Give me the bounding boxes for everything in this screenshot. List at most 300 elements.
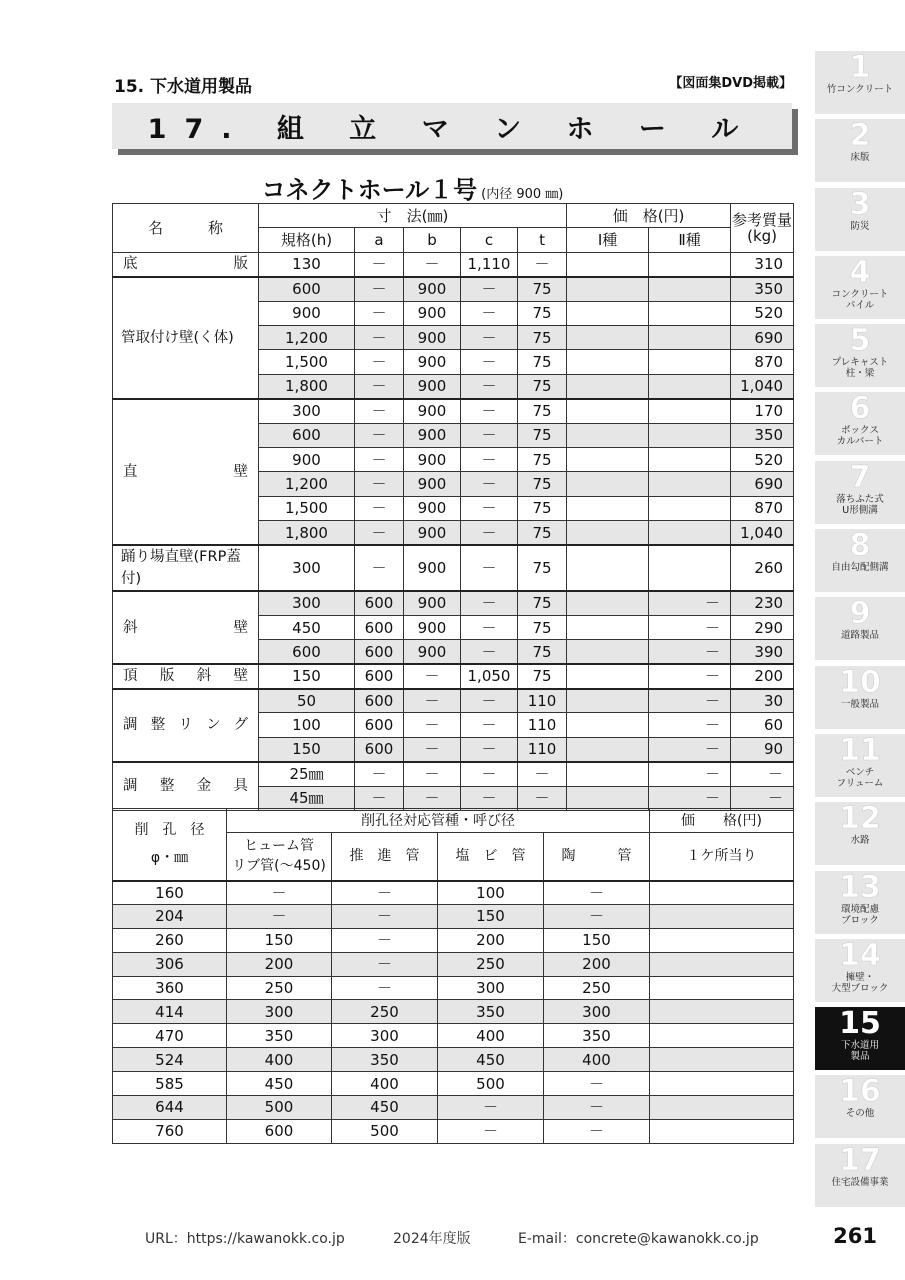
- table-cell: －: [355, 374, 404, 398]
- table-cell: 400: [227, 1048, 332, 1072]
- table-cell: －: [355, 762, 404, 786]
- row-group-name: 底版: [113, 252, 259, 276]
- table-cell: 900: [259, 447, 355, 471]
- table-cell: －: [649, 762, 731, 786]
- table-cell: 1,050: [461, 664, 518, 688]
- col-spec: 規格(h): [259, 228, 355, 252]
- table-cell: 75: [518, 496, 567, 520]
- table-cell: [649, 350, 731, 374]
- table-cell: 900: [404, 350, 461, 374]
- table-cell: 1,500: [259, 350, 355, 374]
- table-cell: －: [461, 713, 518, 737]
- sidebar-tab-label: 防災: [850, 220, 870, 232]
- table-cell: 75: [518, 277, 567, 301]
- table-cell: 150: [544, 928, 650, 952]
- sidebar-tab-15[interactable]: [815, 1007, 905, 1070]
- col-hume: [227, 833, 332, 881]
- sidebar-tab-number: 6: [849, 391, 871, 427]
- table-cell: 100: [438, 881, 544, 905]
- table-cell: －: [518, 762, 567, 786]
- table-cell: 900: [404, 277, 461, 301]
- sidebar-tab-number: 12: [839, 801, 881, 837]
- table-cell: [567, 423, 649, 447]
- table-cell: 110: [518, 713, 567, 737]
- table-cell: 600: [355, 737, 404, 761]
- table-cell: －: [404, 737, 461, 761]
- sidebar-tab-label: 水路: [850, 835, 870, 847]
- table-cell: 1,200: [259, 325, 355, 349]
- table-cell: －: [649, 615, 731, 639]
- table-cell: [650, 976, 794, 1000]
- table-cell: 600: [259, 640, 355, 664]
- table-cell: 900: [404, 545, 461, 591]
- table-cell: 170: [731, 399, 794, 423]
- sidebar-tab-number: 1: [849, 50, 871, 85]
- sidebar-tab-9[interactable]: [815, 597, 905, 660]
- table-cell: [650, 928, 794, 952]
- table-cell: 75: [518, 545, 567, 591]
- sidebar-tab-label: プレキャスト 柱・梁: [831, 357, 889, 380]
- table-row: [113, 1072, 794, 1096]
- table-cell: [649, 472, 731, 496]
- bore-table-body: [113, 881, 794, 1144]
- table-cell: 90: [731, 737, 794, 761]
- table-cell: [649, 374, 731, 398]
- sidebar-tab-11[interactable]: [815, 734, 905, 797]
- table-cell: －: [404, 762, 461, 786]
- table-cell: 644: [113, 1096, 227, 1120]
- sidebar-tab-6[interactable]: [815, 392, 905, 455]
- sidebar-tab-3[interactable]: [815, 188, 905, 251]
- table-cell: [649, 399, 731, 423]
- table-cell: 230: [731, 591, 794, 615]
- table-cell: 900: [404, 521, 461, 545]
- table-cell: －: [227, 881, 332, 905]
- sidebar-tab-number: 10: [839, 664, 881, 700]
- table-cell: －: [332, 976, 438, 1000]
- col-b: b: [404, 228, 461, 252]
- table-cell: 250: [227, 976, 332, 1000]
- table-cell: 310: [731, 252, 794, 276]
- sidebar-tab-12[interactable]: [815, 802, 905, 865]
- table-cell: 75: [518, 423, 567, 447]
- table-cell: －: [404, 786, 461, 810]
- sidebar-tab-label: 下水道用 製品: [840, 1040, 879, 1063]
- row-group-name: 調整金具: [113, 762, 259, 811]
- col-per-place: １ケ所当り: [650, 833, 794, 881]
- table-cell: －: [332, 952, 438, 976]
- table-cell: 25㎜: [259, 762, 355, 786]
- table-cell: －: [544, 1072, 650, 1096]
- table-cell: －: [461, 472, 518, 496]
- table-cell: 500: [227, 1096, 332, 1120]
- table-cell: [567, 664, 649, 688]
- table-cell: 470: [113, 1024, 227, 1048]
- table-cell: 600: [355, 713, 404, 737]
- table-cell: [567, 325, 649, 349]
- sidebar-tab-number: 14: [839, 937, 881, 973]
- table-cell: 900: [404, 496, 461, 520]
- table-cell: 870: [731, 496, 794, 520]
- sidebar-tab-label: 床版: [850, 152, 870, 164]
- col-jacking: 推 進 管: [332, 833, 438, 881]
- table-cell: [567, 374, 649, 398]
- table-cell: [649, 325, 731, 349]
- sidebar-tab-number: 15: [839, 1006, 881, 1042]
- table-cell: [567, 689, 649, 713]
- table-cell: 900: [404, 399, 461, 423]
- table-row: [113, 1048, 794, 1072]
- table-cell: [567, 737, 649, 761]
- table-cell: [650, 1024, 794, 1048]
- category-sidebar: [815, 51, 905, 1212]
- sidebar-tab-13[interactable]: [815, 871, 905, 934]
- table-cell: 300: [544, 1000, 650, 1024]
- table-cell: 75: [518, 615, 567, 639]
- table-cell: －: [355, 472, 404, 496]
- table-cell: －: [404, 713, 461, 737]
- table-cell: [567, 545, 649, 591]
- table-cell: －: [649, 713, 731, 737]
- col-name: 名 称: [113, 204, 259, 253]
- table-cell: －: [332, 881, 438, 905]
- row-group-name: 直壁: [113, 399, 259, 545]
- table-cell: 600: [227, 1119, 332, 1143]
- table-cell: －: [649, 689, 731, 713]
- page-title: 17. 組 立 マ ン ホ ー ル: [147, 113, 757, 145]
- table-cell: 350: [544, 1024, 650, 1048]
- table-cell: 600: [259, 277, 355, 301]
- table-cell: 400: [438, 1024, 544, 1048]
- sidebar-tab-7[interactable]: [815, 461, 905, 524]
- col-mass: 参考質量(kg): [731, 204, 794, 253]
- table-cell: [567, 301, 649, 325]
- table-row: [113, 664, 794, 688]
- page-title-box: [112, 103, 792, 149]
- footer-url[interactable]: URL：https://kawanokk.co.jp: [145, 1231, 345, 1247]
- table-cell: 45㎜: [259, 786, 355, 810]
- sidebar-tab-label: 落ちふた式 U形側溝: [836, 493, 884, 516]
- table-cell: 75: [518, 350, 567, 374]
- table-cell: [567, 399, 649, 423]
- table-cell: －: [355, 301, 404, 325]
- table-cell: [567, 762, 649, 786]
- table-row: [113, 952, 794, 976]
- table-cell: 160: [113, 881, 227, 905]
- spec-table: [112, 203, 794, 811]
- table-cell: 50: [259, 689, 355, 713]
- table-cell: －: [649, 591, 731, 615]
- table-row: [113, 277, 794, 301]
- table-cell: [567, 350, 649, 374]
- sidebar-tab-label: 竹コンクリート: [826, 84, 894, 95]
- table-cell: 1,500: [259, 496, 355, 520]
- table-cell: [649, 521, 731, 545]
- table-cell: 75: [518, 521, 567, 545]
- table-cell: 200: [544, 952, 650, 976]
- table-cell: －: [461, 521, 518, 545]
- table-row: [113, 252, 794, 276]
- table-row: [113, 904, 794, 928]
- table-cell: 200: [731, 664, 794, 688]
- sidebar-tab-10[interactable]: [815, 666, 905, 729]
- col-bore-label: 削 孔 径: [134, 822, 205, 839]
- table-cell: 600: [355, 664, 404, 688]
- table-cell: －: [544, 1096, 650, 1120]
- table-cell: 900: [404, 472, 461, 496]
- table-cell: 360: [113, 976, 227, 1000]
- table-cell: 75: [518, 301, 567, 325]
- sidebar-tab-label: 住宅設備事業: [831, 1176, 889, 1188]
- col-pvc: 塩 ビ 管: [438, 833, 544, 881]
- section-label: 15. 下水道用製品: [114, 77, 253, 97]
- sidebar-tab-label: 自由勾配側溝: [831, 562, 889, 574]
- table-cell: －: [332, 928, 438, 952]
- table-cell: 450: [259, 615, 355, 639]
- sidebar-tab-label: ボックス カルバート: [836, 425, 884, 448]
- col-ceramic: 陶 管: [544, 833, 650, 881]
- col-hume-line1: ヒューム管: [244, 838, 314, 855]
- page-number: 261: [833, 1224, 877, 1248]
- table-cell: 250: [544, 976, 650, 1000]
- table-cell: 75: [518, 374, 567, 398]
- table-cell: 130: [259, 252, 355, 276]
- table-cell: 300: [259, 545, 355, 591]
- table-cell: 520: [731, 447, 794, 471]
- table-cell: －: [355, 423, 404, 447]
- table-cell: [650, 1048, 794, 1072]
- sidebar-tab-1[interactable]: [815, 51, 905, 114]
- table-cell: 600: [355, 591, 404, 615]
- table-cell: －: [461, 301, 518, 325]
- sidebar-tab-number: 4: [849, 254, 871, 290]
- table-cell: 300: [438, 976, 544, 1000]
- sidebar-tab-label: その他: [845, 1108, 875, 1120]
- table-cell: [650, 881, 794, 905]
- table-cell: 450: [227, 1072, 332, 1096]
- table-cell: －: [544, 881, 650, 905]
- sidebar-tab-label: ベンチ フリューム: [836, 766, 884, 789]
- table-cell: －: [461, 786, 518, 810]
- sidebar-tab-number: 7: [849, 459, 871, 495]
- table-cell: 1,800: [259, 374, 355, 398]
- col-pipe-group: 削孔径対応管種・呼び径: [227, 809, 650, 833]
- sidebar-tab-number: 3: [849, 186, 871, 222]
- table-row: [113, 881, 794, 905]
- table-cell: 1,040: [731, 521, 794, 545]
- sidebar-tab-17[interactable]: [815, 1144, 905, 1207]
- table-row: [113, 689, 794, 713]
- table-cell: －: [355, 545, 404, 591]
- table-cell: －: [544, 904, 650, 928]
- table-cell: 520: [731, 301, 794, 325]
- table-cell: 760: [113, 1119, 227, 1143]
- table-cell: [650, 1072, 794, 1096]
- sidebar-tab-label: 環境配慮 ブロック: [840, 903, 879, 926]
- table-cell: [649, 301, 731, 325]
- table-cell: 250: [438, 952, 544, 976]
- table-row: [113, 399, 794, 423]
- col-bore: [113, 809, 227, 881]
- col-bore-unit: φ・㎜: [150, 850, 189, 867]
- sidebar-tab-14[interactable]: [815, 939, 905, 1002]
- table-cell: 690: [731, 325, 794, 349]
- table-cell: 75: [518, 472, 567, 496]
- table-cell: [567, 713, 649, 737]
- table-cell: 600: [355, 615, 404, 639]
- table-cell: 600: [355, 689, 404, 713]
- table-cell: －: [404, 689, 461, 713]
- table-cell: 306: [113, 952, 227, 976]
- table-cell: 900: [404, 374, 461, 398]
- footer-edition: 2024年度版: [393, 1231, 471, 1247]
- table-cell: 300: [259, 591, 355, 615]
- table-cell: 900: [404, 423, 461, 447]
- table-cell: －: [461, 615, 518, 639]
- row-group-name: 頂版斜壁: [113, 664, 259, 688]
- sidebar-tab-label: 擁壁・ 大型ブロック: [831, 971, 889, 994]
- table-cell: －: [355, 325, 404, 349]
- col-hume-line2: リブ管(～450): [232, 858, 326, 875]
- table-cell: [567, 640, 649, 664]
- table-cell: 500: [332, 1119, 438, 1143]
- table-cell: [649, 277, 731, 301]
- table-cell: 150: [259, 664, 355, 688]
- table-cell: 150: [227, 928, 332, 952]
- table-cell: －: [649, 786, 731, 810]
- table-cell: 600: [259, 423, 355, 447]
- table-cell: 150: [438, 904, 544, 928]
- table-cell: －: [438, 1096, 544, 1120]
- table-cell: 900: [404, 640, 461, 664]
- table-cell: 690: [731, 472, 794, 496]
- table-cell: －: [404, 252, 461, 276]
- sidebar-tab-number: 13: [839, 869, 881, 905]
- bore-table: [112, 808, 794, 1144]
- dvd-label: 【図面集DVD掲載】: [669, 76, 792, 91]
- table-cell: 200: [438, 928, 544, 952]
- sidebar-tab-4[interactable]: [815, 256, 905, 319]
- table-cell: 300: [332, 1024, 438, 1048]
- table-cell: [567, 277, 649, 301]
- table-cell: [649, 423, 731, 447]
- subtitle-main: コネクトホール１号: [261, 176, 478, 204]
- table-cell: [650, 904, 794, 928]
- table-cell: 870: [731, 350, 794, 374]
- table-cell: [650, 1000, 794, 1024]
- sidebar-tab-label: 道路製品: [840, 630, 879, 642]
- table-cell: －: [461, 277, 518, 301]
- table-cell: 350: [227, 1024, 332, 1048]
- table-row: [113, 928, 794, 952]
- table-row: [113, 591, 794, 615]
- sidebar-tab-number: 11: [839, 732, 881, 768]
- table-cell: 1,200: [259, 472, 355, 496]
- sidebar-tab-number: 16: [839, 1074, 881, 1110]
- table-cell: 524: [113, 1048, 227, 1072]
- table-cell: 900: [404, 301, 461, 325]
- sidebar-tab-5[interactable]: [815, 324, 905, 387]
- col-price2: 価 格(円): [650, 809, 794, 833]
- table-cell: 400: [544, 1048, 650, 1072]
- table-cell: [567, 496, 649, 520]
- table-cell: －: [649, 640, 731, 664]
- footer-email[interactable]: E-mail：concrete@kawanokk.co.jp: [518, 1231, 759, 1247]
- table-cell: [649, 545, 731, 591]
- table-cell: －: [461, 399, 518, 423]
- table-cell: 350: [731, 277, 794, 301]
- table-cell: 204: [113, 904, 227, 928]
- table-cell: 75: [518, 591, 567, 615]
- sidebar-tab-number: 8: [849, 528, 871, 564]
- col-dims: 寸 法(㎜): [259, 204, 567, 228]
- table-cell: 414: [113, 1000, 227, 1024]
- table-cell: 390: [731, 640, 794, 664]
- table-cell: [567, 472, 649, 496]
- table-cell: [649, 496, 731, 520]
- table-cell: －: [518, 786, 567, 810]
- table-cell: [650, 952, 794, 976]
- col-type1: Ⅰ種: [567, 228, 649, 252]
- table-cell: 900: [259, 301, 355, 325]
- table-cell: 200: [227, 952, 332, 976]
- table-cell: 450: [438, 1048, 544, 1072]
- table-cell: 1,800: [259, 521, 355, 545]
- table-cell: －: [461, 325, 518, 349]
- sidebar-tab-2[interactable]: [815, 119, 905, 182]
- row-group-name: 踊り場直壁(FRP蓋付): [113, 545, 259, 591]
- table-cell: －: [731, 786, 794, 810]
- subtitle: [0, 170, 905, 205]
- table-cell: 900: [404, 447, 461, 471]
- table-cell: 260: [113, 928, 227, 952]
- sidebar-tab-number: 17: [839, 1142, 881, 1178]
- table-cell: 900: [404, 615, 461, 639]
- table-cell: －: [355, 447, 404, 471]
- table-cell: －: [332, 904, 438, 928]
- sidebar-tab-number: 9: [849, 596, 871, 632]
- sidebar-tab-16[interactable]: [815, 1075, 905, 1138]
- col-t: t: [518, 228, 567, 252]
- table-cell: 1,040: [731, 374, 794, 398]
- sidebar-tab-number: 5: [849, 323, 871, 359]
- table-cell: －: [227, 904, 332, 928]
- table-cell: －: [355, 496, 404, 520]
- table-cell: [567, 447, 649, 471]
- col-price: 価 格(円): [567, 204, 731, 228]
- table-cell: [567, 591, 649, 615]
- table-cell: －: [404, 664, 461, 688]
- subtitle-note: (内径 900 ㎜): [481, 187, 564, 202]
- table-cell: 350: [438, 1000, 544, 1024]
- sidebar-tab-8[interactable]: [815, 529, 905, 592]
- spec-table-body: [113, 252, 794, 810]
- table-cell: －: [461, 496, 518, 520]
- table-cell: －: [649, 737, 731, 761]
- table-cell: －: [461, 374, 518, 398]
- table-row: [113, 1024, 794, 1048]
- table-cell: 110: [518, 689, 567, 713]
- table-cell: 350: [731, 423, 794, 447]
- table-row: [113, 1000, 794, 1024]
- table-cell: 75: [518, 399, 567, 423]
- table-cell: 300: [259, 399, 355, 423]
- table-cell: －: [461, 689, 518, 713]
- col-a: a: [355, 228, 404, 252]
- table-cell: －: [461, 762, 518, 786]
- table-cell: －: [355, 277, 404, 301]
- table-cell: [567, 252, 649, 276]
